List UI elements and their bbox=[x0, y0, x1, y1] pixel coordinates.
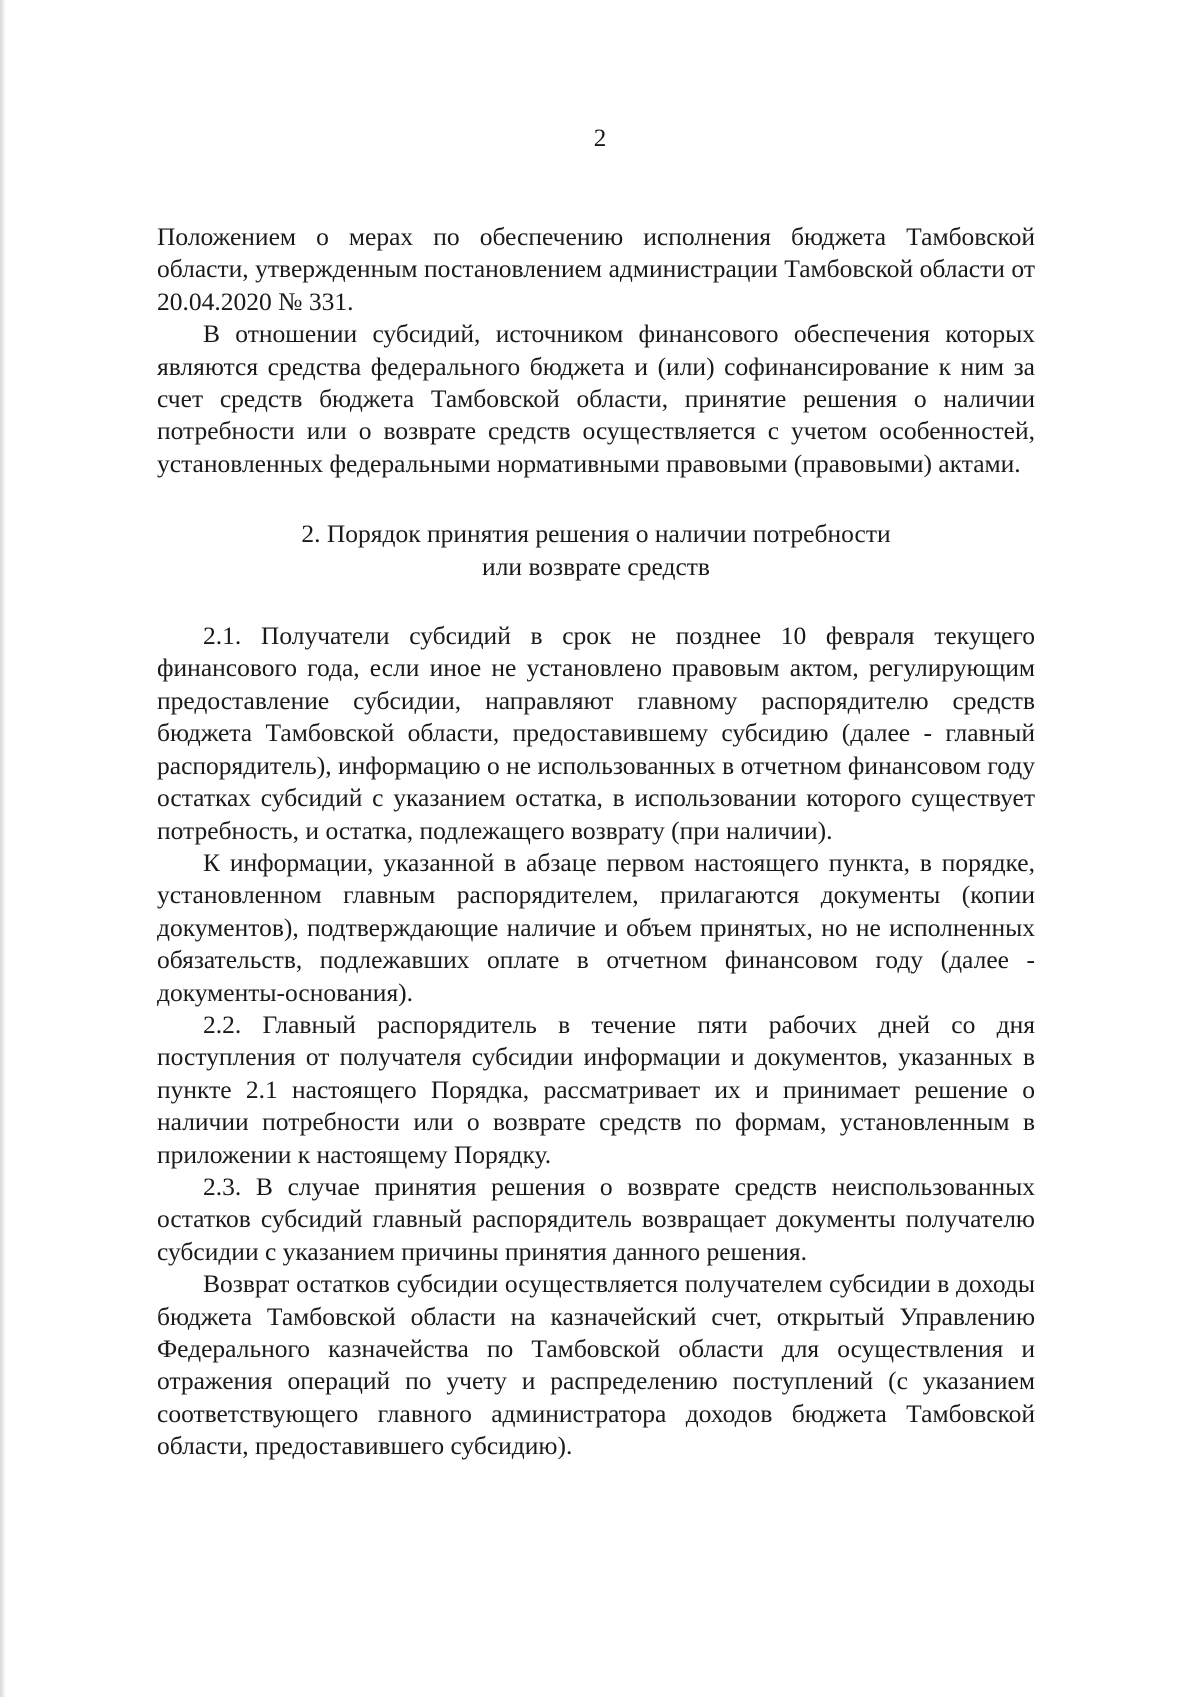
document-body bbox=[157, 221, 1035, 1463]
clause-2-1: 2.1. Получатели субсидий в срок не позднее 10 февраля текущего финансового года, если иное не установлено правовым актом, регулирующим предоставление субсидии, направляют главному распорядителю средств бюджета Тамбовской области, предоставившему субсидию (далее - главный распорядитель), информацию о не использованных в отчетном финансовом году остатках субсидий с указанием остатка, в использовании которого существует потребность, и остатка, подлежащего возврату (при наличии). bbox=[157, 621, 1035, 845]
paragraph-regulation-reference: Положением о мерах по обеспечению исполнения бюджета Тамбовской области, утвержденным постановлением администрации Тамбовской области от 20.04.2020 № 331. bbox=[157, 222, 1035, 316]
clause-2-3-return: Возврат остатков субсидии осуществляется получателем субсидии в доходы бюджета Тамбовской области на казначейский счет, открытый Управлению Федерального казначейства по Тамбовской области для осуществления и отражения операций по учету и распределению поступлений (с указанием соответствующего главного администратора доходов бюджета Тамбовской области, предоставившего субсидию). bbox=[157, 1269, 1035, 1461]
page-number: 2 bbox=[593, 125, 607, 152]
scan-edge-shadow bbox=[0, 0, 6, 1697]
paragraph-federal-subsidies: В отношении субсидий, источником финансового обеспечения которых являются средства федерального бюджета и (или) софинансирование к ним за счет средств бюджета Тамбовской области, принятие решения о наличии потребности или о возврате средств осуществляется с учетом особенностей, установленных федеральными нормативными правовыми (правовыми) актами. bbox=[157, 319, 1035, 478]
clause-2-3: 2.3. В случае принятия решения о возврате средств неиспользованных остатков субсидий главный распорядитель возвращает документы получателю субсидии с указанием причины принятия данного решения. bbox=[157, 1171, 1035, 1266]
section-heading-line-1: 2. Порядок принятия решения о наличии потребности bbox=[301, 519, 891, 549]
clause-2-2: 2.2. Главный распорядитель в течение пяти рабочих дней со дня поступления от получателя субсидии информации и документов, указанных в пункте 2.1 настоящего Порядка, рассматривает их и принимает решение о наличии потребности или о возврате средств по формам, установленным в приложении к настоящему Порядку. bbox=[157, 1009, 1035, 1169]
section-heading bbox=[157, 518, 1035, 583]
section-heading-line-2: или возврате средств bbox=[482, 551, 710, 581]
clause-2-1-documents: К информации, указанной в абзаце первом настоящего пункта, в порядке, установленном главным распорядителем, прилагаются документы (копии документов), подтверждающие наличие и объем принятых, но не исполненных обязательств, подлежавших оплате в отчетном финансовом году (далее - документы-основания). bbox=[157, 847, 1035, 1007]
